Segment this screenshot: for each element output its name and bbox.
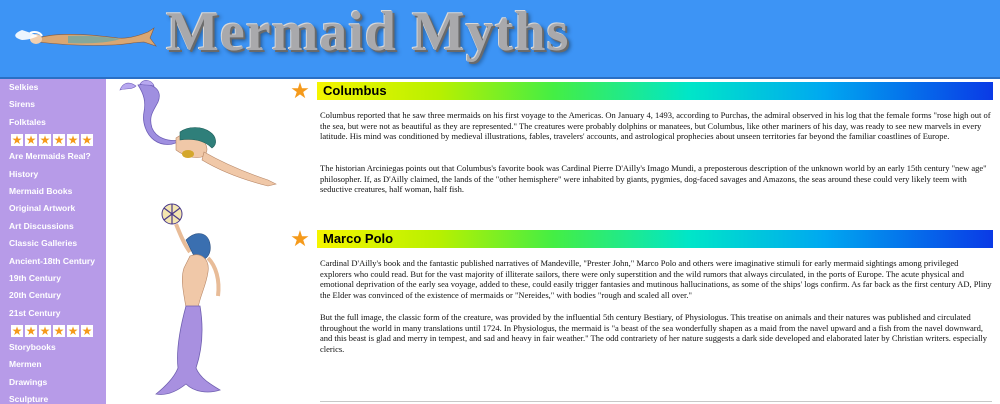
site-title: Mermaid Myths [166,1,570,63]
rating-stars-divider [10,322,106,339]
section-title: Marco Polo [323,231,394,246]
star-icon: ★ [53,323,65,338]
nav-item-ancient-18th-century[interactable]: Ancient-18th Century [9,255,95,266]
header-mermaid-logo [8,18,158,54]
star-icon: ★ [11,323,23,338]
section-title: Columbus [323,83,387,98]
nav-item-mermaid-books[interactable]: Mermaid Books [9,185,73,196]
nav-item-20th-century[interactable]: 20th Century [9,290,61,301]
nav-item-sirens[interactable]: Sirens [9,99,35,110]
nav-item-original-artwork[interactable]: Original Artwork [9,203,76,214]
swimming-mermaid-illustration [118,80,283,195]
sidebar-nav [0,79,106,404]
star-icon: ★ [11,132,23,147]
mermaid-with-ball-illustration [150,200,240,400]
section-paragraph: Columbus reported that he saw three mermaids on his first voyage to the Americas. On January 4, 1493, according to Purchas, the admiral observed in his log that the female forms "rose high out of the sea, but were not as beautiful as they are represented." The creatures were probably dolphins or manatees, but Columbus, like other mariners of his day, was ready to see new marvels in every latitude. His mind was conditioned by medieval illustrations, fables, travelers' accounts, and astrological prophecies about unseen territories far beyond the familiar coastlines of Europe. [320,110,991,142]
section-header-marco-polo [290,228,1000,250]
star-icon: ★ [39,132,51,147]
nav-item-history[interactable]: History [9,168,39,179]
star-icon: ★ [67,132,79,147]
rating-stars-divider [10,131,106,148]
star-icon: ★ [53,132,65,147]
site-header [0,0,1000,77]
section-title-bar [317,82,993,100]
star-icon: ★ [25,323,37,338]
section-paragraph: Cardinal D'Ailly's book and the fantastic published narratives of Mandeville, "Prester John," Marco Polo and others were imaginative stimuli for early mermaid sightings among privileged explorers who could read. But for the vast majority of illiterate sailors, there were only superstition and the wild rumors that always circulated, in the ports of Europe. The acute physical and emotional deprivation of the early sea voyage, added to these, could easily trigger fantasies and mutinous hallucinations, as some of the ships' logs confirm. As far back as the first century AD, Pliny the Elder was convinced of the existence of mermaids or "Nereides," with bodies "rough and scaled all over." [320,258,992,300]
star-icon: ★ [290,226,310,251]
nav-item-are-mermaids-real[interactable]: Are Mermaids Real? [9,151,91,162]
nav-item-sculpture[interactable]: Sculpture [9,394,49,404]
star-icon: ★ [81,132,93,147]
nav-item-selkies[interactable]: Selkies [9,82,39,92]
nav-item-storybooks[interactable]: Storybooks [9,342,56,353]
main-content [290,79,1000,404]
nav-item-mermen[interactable]: Mermen [9,359,42,370]
star-icon: ★ [81,323,93,338]
star-icon: ★ [290,78,310,103]
nav-item-classic-galleries[interactable]: Classic Galleries [9,238,78,249]
content-divider [320,401,992,402]
star-icon: ★ [67,323,79,338]
section-title-bar [317,230,993,248]
nav-item-21st-century[interactable]: 21st Century [9,307,61,318]
nav-item-art-discussions[interactable]: Art Discussions [9,220,74,231]
nav-item-folktales[interactable]: Folktales [9,116,46,127]
nav-item-drawings[interactable]: Drawings [9,376,48,387]
section-paragraph: But the full image, the classic form of the creature, was provided by the influential 5th century Bestiary, of Physiologus. This treatise on animals and their natures was published and circulated throughout the world in many translations until 1724. In Physiologus, the mermaid is "a beast of the sea wonderfully shapen as a maid from the navel upward and a fish from the navel downward, and this beast is glad and merry in tempest, and sad and heavy in fair weather." The odd contrariety of her nature suggests a dark side developed and elaborated later by Christian writers. especially clerics. [320,312,988,354]
star-icon: ★ [39,323,51,338]
nav-item-19th-century[interactable]: 19th Century [9,272,61,283]
star-icon: ★ [25,132,37,147]
section-paragraph: The historian Arciniegas points out that Columbus's favorite book was Cardinal Pierre D'Ailly's Imago Mundi, a preposterous description of the unknown world by an early 15th century "new age" philosopher. If, as D'Ailly claimed, the lands of the "other hemisphere" were inhabited by giants, pygmies, dog-faced savages and Amazons, the seas around these could very likely teem with seductive creatures, half woman, half fish. [320,163,987,195]
section-header-columbus [290,80,1000,102]
